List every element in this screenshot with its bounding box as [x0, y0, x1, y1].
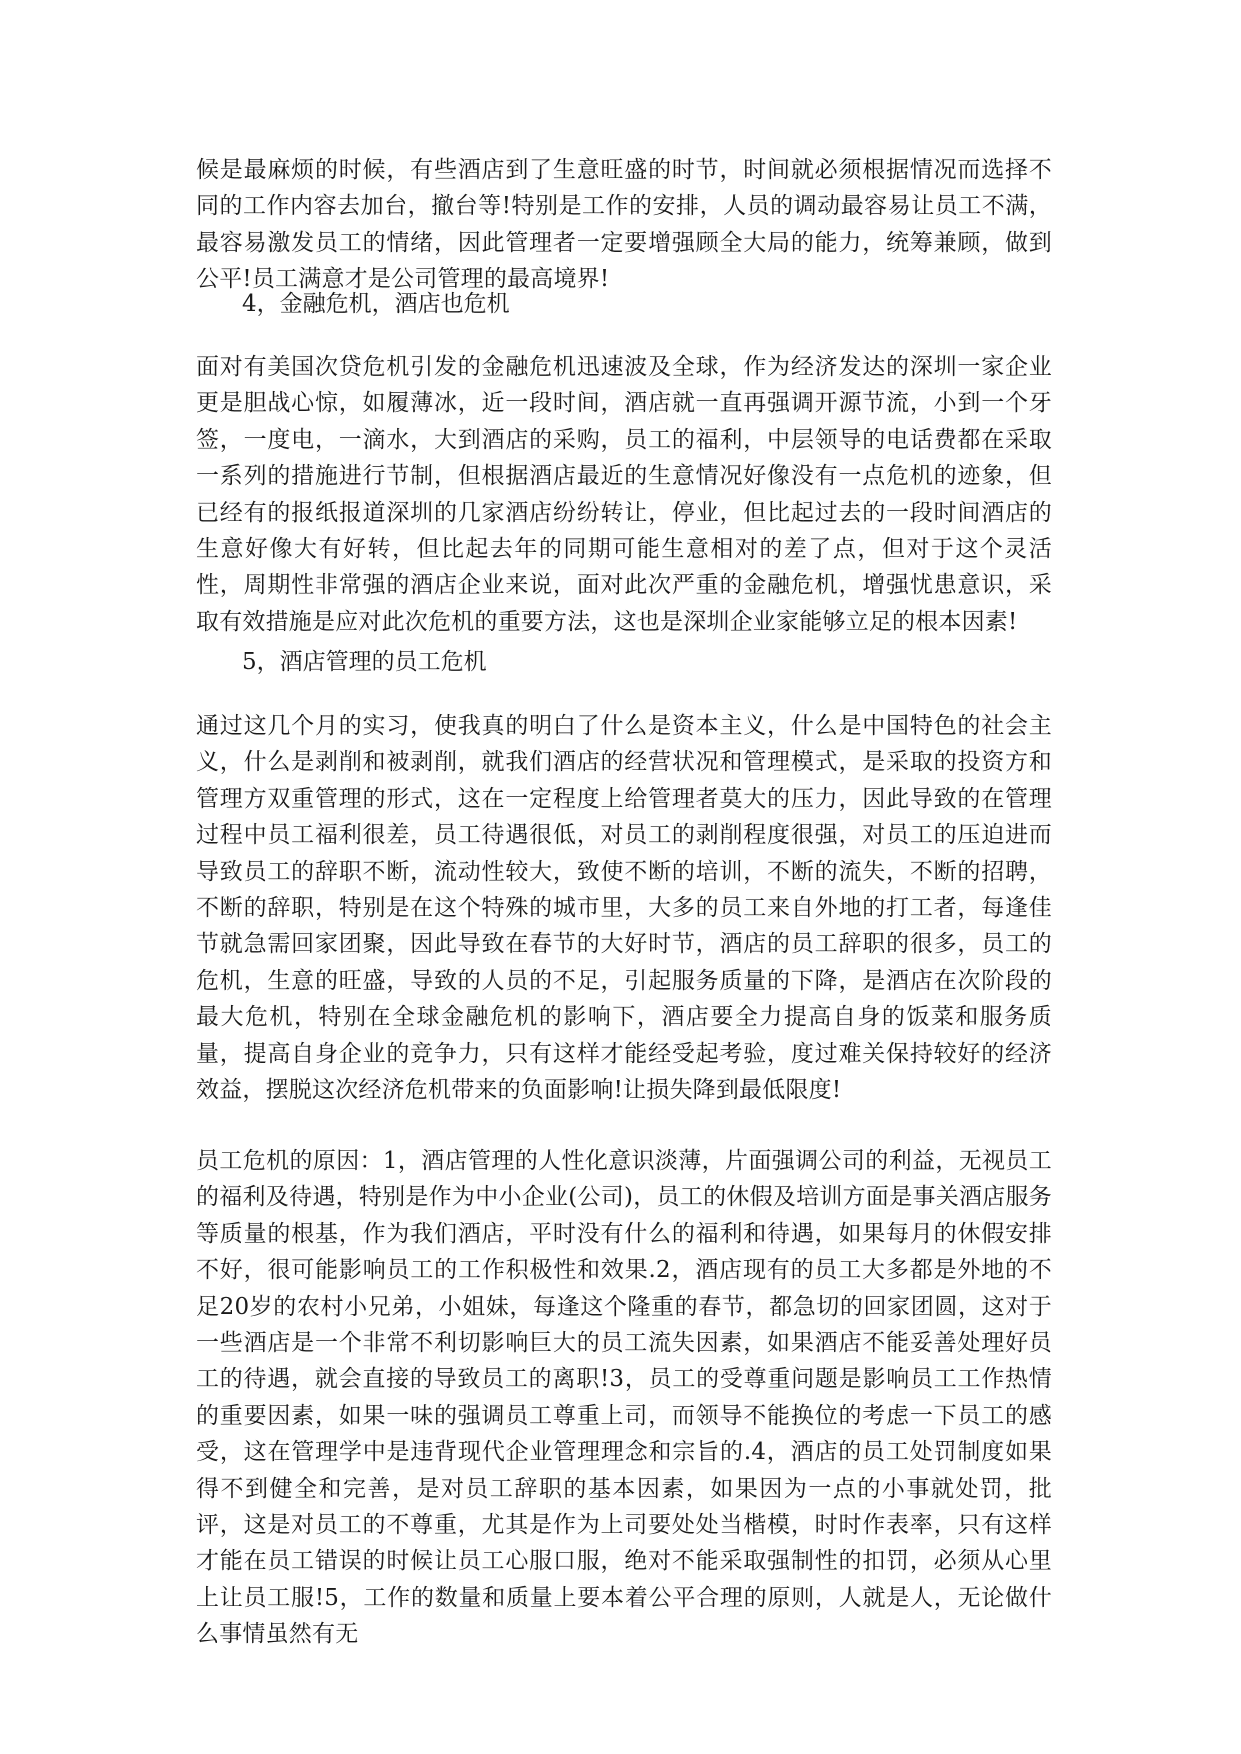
paragraph-crisis-causes: 员工危机的原因：1，酒店管理的人性化意识淡薄，片面强调公司的利益，无视员工的福利及待遇，特别是作为中小企业(公司)，员工的休假及培训方面是事关酒店服务等质量的根基，作为我们酒店，平时没有什么的福利和待遇，如果每月的休假安排不好，很可能影响员工的工作积极性和效果.2，酒店现有的员工大多都是外地的不足20岁的农村小兄弟，小姐妹，每逢这个隆重的春节，都急切的回家团圆，这对于一些酒店是一个非常不利切影响巨大的员工流失因素，如果酒店不能妥善处理好员工的待遇，就会直接的导致员工的离职!3，员工的受尊重问题是影响员工工作热情的重要因素，如果一味的强调员工尊重上司，而领导不能换位的考虑一下员工的感受，这在管理学中是违背现代企业管理理念和宗旨的.4，酒店的员工处罚制度如果得不到健全和完善，是对员工辞职的基本因素，如果因为一点的小事就处罚，批评，这是对员工的不尊重，尤其是作为上司要处处当楷模，时时作表率，只有这样才能在员工错误的时候让员工心服口服，绝对不能采取强制性的扣罚，必须从心里上让员工服!5，工作的数量和质量上要本着公平合理的原则，人就是人，无论做什么事情虽然有无	[196, 1148, 1052, 1648]
section-heading-4: 4，金融危机，酒店也危机	[242, 291, 510, 317]
section-heading-5: 5，酒店管理的员工危机	[242, 649, 487, 675]
paragraph-financial-crisis: 面对有美国次贷危机引发的金融危机迅速波及全球，作为经济发达的深圳一家企业更是胆战心惊，如履薄冰，近一段时间，酒店就一直再强调开源节流，小到一个牙签，一度电，一滴水，大到酒店的采购，员工的福利，中层领导的电话费都在采取一系列的措施进行节制，但根据酒店最近的生意情况好像没有一点危机的迹象，但已经有的报纸报道深圳的几家酒店纷纷转让，停业，但比起过去的一段时间酒店的生意好像大有好转，但比起去年的同期可能生意相对的差了点，但对于这个灵活性，周期性非常强的酒店企业来说，面对此次严重的金融危机，增强忧患意识，采取有效措施是应对此次危机的重要方法，这也是深圳企业家能够立足的根本因素!	[196, 354, 1052, 635]
paragraph-internship: 通过这几个月的实习，使我真的明白了什么是资本主义，什么是中国特色的社会主义，什么是剥削和被剥削，就我们酒店的经营状况和管理模式，是采取的投资方和管理方双重管理的形式，这在一定程度上给管理者莫大的压力，因此导致的在管理过程中员工福利很差，员工待遇很低，对员工的剥削程度很强，对员工的压迫进而导致员工的辞职不断，流动性较大，致使不断的培训，不断的流失，不断的招聘，不断的辞职，特别是在这个特殊的城市里，大多的员工来自外地的打工者，每逢佳节就急需回家团聚，因此导致在春节的大好时节，酒店的员工辞职的很多，员工的危机，生意的旺盛，导致的人员的不足，引起服务质量的下降，是酒店在次阶段的最大危机，特别在全球金融危机的影响下，酒店要全力提高自身的饭菜和服务质量，提高自身企业的竞争力，只有这样才能经受起考验，度过难关保持较好的经济效益，摆脱这次经济危机带来的负面影响!让损失降到最低限度!	[196, 713, 1052, 1104]
paragraph-scheduling: 候是最麻烦的时候，有些酒店到了生意旺盛的时节，时间就必须根据情况而选择不同的工作内容去加台，撤台等!特别是工作的安排，人员的调动最容易让员工不满，最容易激发员工的情绪，因此管理者一定要增强顾全大局的能力，统筹兼顾，做到公平!员工满意才是公司管理的最高境界!	[196, 157, 1052, 293]
